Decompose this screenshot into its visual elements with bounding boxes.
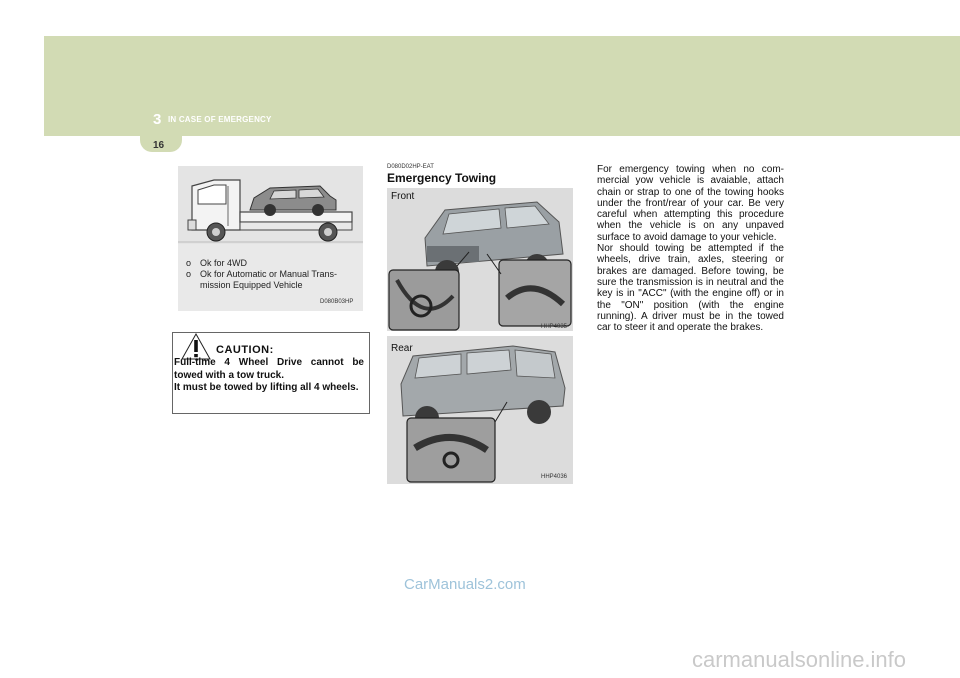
watermark-carmanualsonline[interactable]: carmanualsonline.info xyxy=(692,647,907,672)
rear-photo-label: Rear xyxy=(391,343,413,354)
front-towing-hook-photo xyxy=(387,188,573,331)
tow-truck-notes xyxy=(186,258,358,291)
note-bullet: o xyxy=(186,258,192,268)
tow-note-item xyxy=(186,258,358,269)
section-title: Emergency Towing xyxy=(387,171,497,185)
front-suv-drawing xyxy=(387,188,573,331)
page-number: 16 xyxy=(153,140,165,151)
towing-instructions xyxy=(597,164,784,333)
rear-photo-code: HHP4036 xyxy=(541,474,568,480)
rear-towing-hook-photo xyxy=(387,336,573,484)
rear-suv-drawing xyxy=(387,336,573,484)
section-doc-code: D080D02HP-EAT xyxy=(387,164,434,170)
tow-truck-illustration xyxy=(178,166,363,244)
figure-code: D080B03HP xyxy=(320,299,354,305)
warning-exclamation-icon xyxy=(181,333,211,360)
caution-line: It must be towed by lifting all 4 wheels. xyxy=(174,382,359,393)
front-photo-label: Front xyxy=(391,191,415,202)
tow-truck-drawing xyxy=(178,166,363,244)
note-text: Ok for Automatic or Manual Trans-mission Equipped Vehicle xyxy=(200,269,338,290)
chapter-number: 3 xyxy=(153,111,162,128)
body-paragraph: Nor should towing be attempted if the wheels, drive train, axles, steering or brakes are damaged. Before towing, be sure the transmission is in neutral and the key is in "ACC" (with the engine off) or in the "ON" position (with the engine running). A driver must be in the towed car to steer it and operate the brakes. xyxy=(597,243,784,334)
note-bullet: o xyxy=(186,269,192,279)
watermark-carmanuals2[interactable]: CarManuals2.com xyxy=(404,576,526,593)
front-photo-code: HHP4035 xyxy=(541,324,568,330)
caution-text xyxy=(174,357,364,395)
caution-title: CAUTION: xyxy=(216,344,274,356)
chapter-title: IN CASE OF EMERGENCY xyxy=(168,115,272,124)
tow-note-item xyxy=(186,269,358,291)
body-paragraph: For emergency towing when no com-mercial yow vehicle is avaiable, attach chain or strap to one of the towing hooks under the front/rear of your car. Be very careful when attempting this procedure when the vehicle is on any unpaved surface to avoid damage to your vehicle. xyxy=(597,164,784,243)
caution-line: Full-time 4 Wheel Drive cannot be towed with a tow truck. xyxy=(174,357,364,381)
note-text: Ok for 4WD xyxy=(200,258,248,268)
